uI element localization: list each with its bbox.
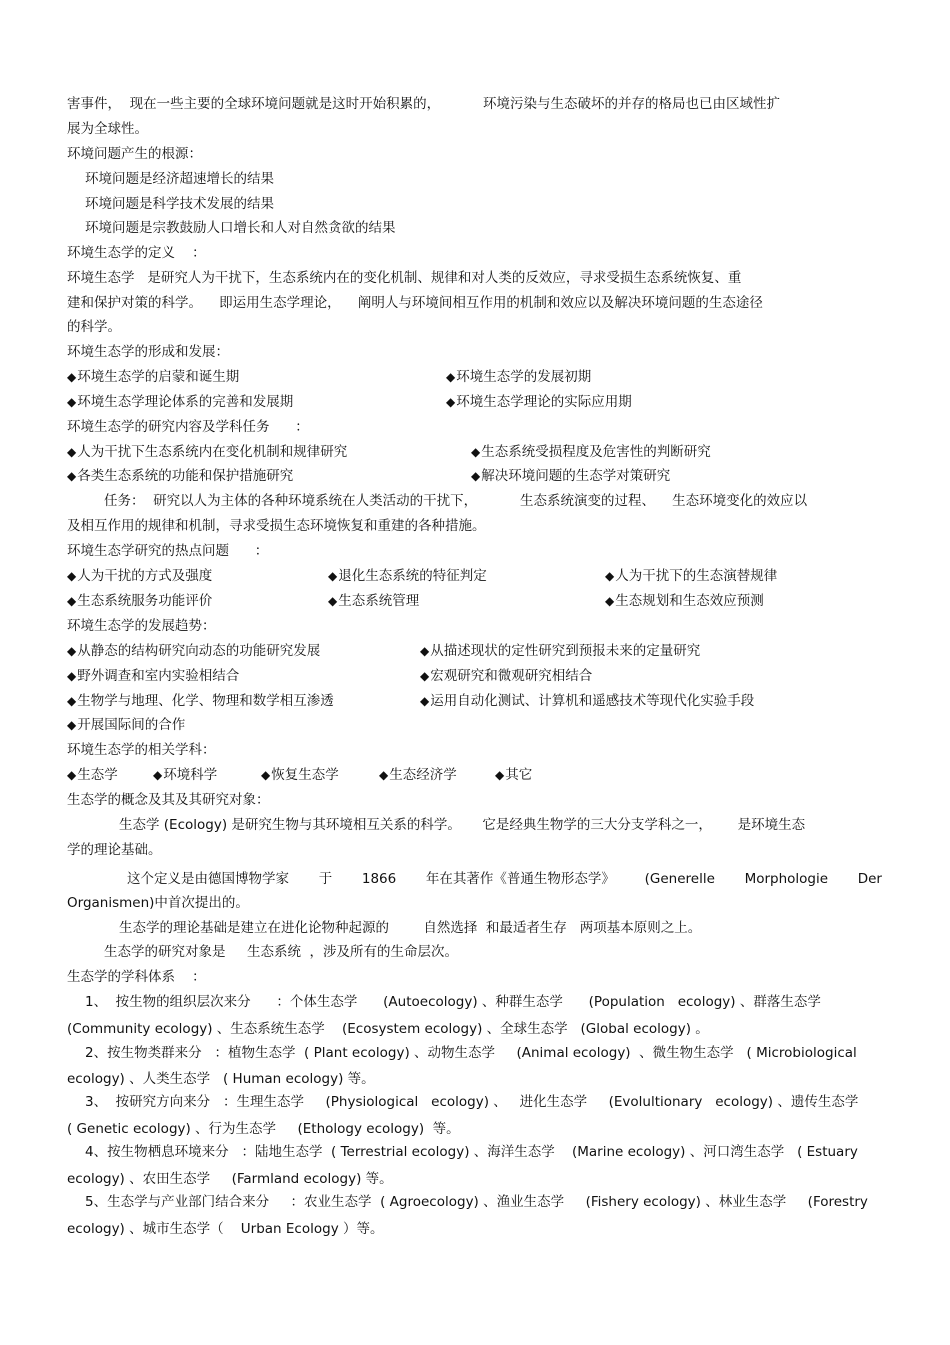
bullet-item: ◆ 野外调查和室内实验相结合 bbox=[67, 666, 239, 686]
bullet-item: ◆ 解决环境问题的生态学对策研究 bbox=[471, 466, 670, 486]
paragraph-line: 2、按生物类群来分 ：植物生态学 ( Plant ecology) 、动物生态学 (Animal ecology) 、微生物生态学 ( Microbiological bbox=[85, 1045, 857, 1061]
bullet-item: ◆ 人为干扰下的生态演替规律 bbox=[605, 566, 777, 586]
bullet-item: ◆ 生态经济学 bbox=[379, 765, 457, 785]
bullet-item: ◆ 环境生态学的启蒙和诞生期 bbox=[67, 367, 239, 387]
bullet-item: ◆ 环境生态学的发展初期 bbox=[446, 367, 591, 387]
bullet-item: ◆ 人为干扰的方式及强度 bbox=[67, 566, 212, 586]
text-run: Morphologie bbox=[744, 871, 829, 887]
text-run: (Generelle bbox=[644, 871, 715, 887]
paragraph-line: ecology) 、农田生态学 (Farmland ecology) 等。 bbox=[67, 1171, 393, 1187]
bullet-item: ◆ 生物学与地理、化学、物理和数学相互渗透 bbox=[67, 691, 334, 711]
text-run: 这个定义是由德国博物学家 bbox=[127, 871, 289, 887]
list-item: 环境问题是宗教鼓励人口增长和人对自然贪欲的结果 bbox=[85, 220, 396, 236]
paragraph-line: 任务： 研究以人为主体的各种环境系统在人类活动的干扰下， 生态系统演变的过程、 生态环境变化的效应以 bbox=[104, 493, 808, 509]
bullet-item: ◆ 环境生态学理论的实际应用期 bbox=[446, 392, 632, 412]
bullet-item: ◆ 生态学 bbox=[67, 765, 118, 785]
bullet-item: ◆ 恢复生态学 bbox=[261, 765, 339, 785]
paragraph-line: 学的理论基础。 bbox=[67, 842, 162, 858]
section-heading: 环境生态学的定义 ： bbox=[67, 245, 206, 261]
paragraph-line: 生态学的理论基础是建立在进化论物种起源的 自然选择 和最适者生存 两项基本原则之上。 bbox=[119, 920, 702, 936]
paragraph-line: Organismen)中首次提出的。 bbox=[67, 895, 249, 911]
bullet-item: ◆ 从静态的结构研究向动态的功能研究发展 bbox=[67, 641, 320, 661]
paragraph-line: (Community ecology) 、生态系统生态学 (Ecosystem ecology) 、全球生态学 (Global ecology) 。 bbox=[67, 1021, 709, 1037]
paragraph-line: ecology) 、人类生态学 ( Human ecology) 等。 bbox=[67, 1071, 375, 1087]
paragraph-line: 及相互作用的规律和机制，寻求受损生态环境恢复和重建的各种措施。 bbox=[67, 518, 486, 534]
bullet-item: ◆ 环境科学 bbox=[153, 765, 217, 785]
bullet-item: ◆ 开展国际间的合作 bbox=[67, 715, 185, 735]
bullet-item: ◆ 生态系统管理 bbox=[328, 591, 419, 611]
section-heading: 生态学的概念及其及其研究对象： bbox=[67, 792, 270, 808]
paragraph-line: 5、生态学与产业部门结合来分 ：农业生态学 ( Agroecology) 、渔业生态学 (Fishery ecology) 、林业生态学 (Forestry bbox=[85, 1194, 868, 1210]
list-item: 环境问题是经济超速增长的结果 bbox=[85, 171, 274, 187]
bullet-item: ◆ 环境生态学理论体系的完善和发展期 bbox=[67, 392, 293, 412]
text-run: 1866 bbox=[361, 871, 397, 887]
section-heading: 生态学的学科体系 ： bbox=[67, 969, 206, 985]
bullet-item: ◆ 运用自动化测试、计算机和遥感技术等现代化实验手段 bbox=[420, 691, 754, 711]
paragraph-line: 3、 按研究方向来分 ：生理生态学 (Physiological ecology) 、 进化生态学 (Evolultionary ecology) 、遗传生态学 bbox=[85, 1094, 859, 1110]
text-run: 于 bbox=[318, 871, 333, 887]
text-run: 年在其著作《普通生物形态学》 bbox=[425, 871, 615, 887]
bullet-item: ◆ 其它 bbox=[495, 765, 532, 785]
bullet-item: ◆ 生态系统受损程度及危害性的判断研究 bbox=[471, 442, 711, 462]
bullet-item: ◆ 退化生态系统的特征判定 bbox=[328, 566, 487, 586]
paragraph-line: 环境生态学 是研究人为干扰下，生态系统内在的变化机制、规律和对人类的反效应，寻求受损生态系统恢复、重 bbox=[67, 270, 742, 286]
paragraph-line: 4、按生物栖息环境来分 ：陆地生态学 ( Terrestrial ecology) 、海洋生态学 (Marine ecology) 、河口湾生态学 ( Estuary bbox=[85, 1144, 858, 1160]
paragraph-line bbox=[127, 869, 882, 889]
paragraph-line: 建和保护对策的科学。 即运用生态学理论， 阐明人与环境间相互作用的机制和效应以及解决环境问题的生态途径 bbox=[67, 295, 763, 311]
bullet-item: ◆ 各类生态系统的功能和保护措施研究 bbox=[67, 466, 293, 486]
section-heading: 环境生态学的发展趋势： bbox=[67, 618, 216, 634]
bullet-item: ◆ 从描述现状的定性研究到预报未来的定量研究 bbox=[420, 641, 700, 661]
list-item: 环境问题是科学技术发展的结果 bbox=[85, 196, 274, 212]
section-heading: 环境生态学研究的热点问题 ： bbox=[67, 543, 269, 559]
section-heading: 环境生态学的形成和发展： bbox=[67, 344, 229, 360]
paragraph-line: 害事件， 现在一些主要的全球环境问题就是这时开始积累的， 环境污染与生态破坏的并存的格局也已由区域性扩 bbox=[67, 96, 780, 112]
bullet-item: ◆ 宏观研究和微观研究相结合 bbox=[420, 666, 592, 686]
bullet-item: ◆ 人为干扰下生态系统内在变化机制和规律研究 bbox=[67, 442, 347, 462]
paragraph-line: ecology) 、城市生态学（ Urban Ecology ）等。 bbox=[67, 1221, 384, 1237]
paragraph-line: 1、 按生物的组织层次来分 ：个体生态学 (Autoecology) 、种群生态学 (Population ecology) 、群落生态学 bbox=[85, 994, 821, 1010]
bullet-item: ◆ 生态规划和生态效应预测 bbox=[605, 591, 764, 611]
section-heading: 环境生态学的相关学科： bbox=[67, 742, 216, 758]
section-heading: 环境生态学的研究内容及学科任务 ： bbox=[67, 419, 309, 435]
section-heading: 环境问题产生的根源： bbox=[67, 146, 202, 162]
bullet-item: ◆ 生态系统服务功能评价 bbox=[67, 591, 212, 611]
paragraph-line: 生态学 (Ecology) 是研究生物与其环境相互关系的科学。 它是经典生物学的三大分支学科之一， 是环境生态 bbox=[119, 817, 806, 833]
paragraph-line: ( Genetic ecology) 、行为生态学 (Ethology ecology) 等。 bbox=[67, 1121, 460, 1137]
text-run: Der bbox=[857, 871, 882, 887]
paragraph-line: 的科学。 bbox=[67, 319, 121, 335]
paragraph-line: 生态学的研究对象是 生态系统 ，涉及所有的生命层次。 bbox=[104, 944, 459, 960]
paragraph-line: 展为全球性。 bbox=[67, 121, 148, 137]
